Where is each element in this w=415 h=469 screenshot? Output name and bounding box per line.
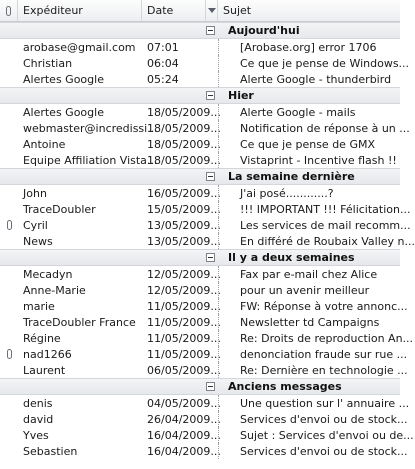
message-row[interactable] (0, 120, 410, 136)
thread-guide-line (218, 39, 234, 55)
message-date: 18/05/2009... (147, 121, 221, 135)
message-sender: Equipe Affiliation Vista... (23, 153, 158, 167)
message-subject: J'ai posé............? (240, 186, 334, 200)
thread-guide-line (218, 55, 234, 71)
message-group-header[interactable] (0, 22, 400, 39)
thread-guide-line (218, 282, 234, 298)
message-subject: Sujet : Services d'envoi ou de... (240, 428, 414, 442)
message-date: 12/05/2009... (147, 283, 221, 297)
message-row[interactable] (0, 266, 400, 282)
message-date: 05:24 (147, 72, 179, 86)
thread-guide-line (218, 411, 234, 427)
group-label: Hier (228, 89, 254, 102)
message-date: 11/05/2009... (147, 331, 221, 345)
message-subject: Ce que je pense de Windows... (240, 56, 410, 70)
thread-guide-line (218, 330, 234, 346)
message-subject: Fax par e-mail chez Alice (240, 267, 378, 281)
message-sender: Christian (23, 56, 73, 70)
message-subject: [Arobase.org] error 1706 (240, 40, 377, 54)
subject-column-header[interactable] (218, 0, 400, 21)
message-sender: Sebastien (23, 444, 78, 458)
message-group-header[interactable] (0, 249, 400, 266)
message-date: 16/04/2009... (147, 428, 221, 442)
collapse-group-icon[interactable] (206, 26, 215, 35)
message-date: 06:04 (147, 56, 179, 70)
message-subject: Newsletter td Campaigns (240, 315, 380, 329)
message-date: 06/05/2009... (147, 363, 221, 377)
message-date: 07:01 (147, 40, 179, 54)
message-date: 11/05/2009... (147, 299, 221, 313)
column-header-bar (0, 0, 400, 22)
message-date: 11/05/2009... (147, 315, 221, 329)
message-sender: webmaster@incredissi... (23, 121, 158, 135)
thread-guide-line (218, 233, 234, 249)
thread-guide-line (218, 71, 234, 87)
message-row[interactable] (0, 443, 408, 459)
message-date: 13/05/2009... (147, 218, 221, 232)
thread-guide-line (218, 346, 234, 362)
message-row[interactable] (0, 71, 400, 87)
thread-guide-line (218, 362, 234, 378)
message-date: 04/05/2009... (147, 396, 221, 410)
message-date: 12/05/2009... (147, 267, 221, 281)
message-date: 11/05/2009... (147, 347, 221, 361)
collapse-group-icon[interactable] (206, 172, 215, 181)
date-column-header[interactable] (142, 0, 206, 21)
attachment-column-header[interactable] (0, 0, 18, 21)
message-sender: Mecadyn (23, 267, 73, 281)
message-row[interactable] (0, 330, 414, 346)
message-sender: nad1266 (23, 347, 72, 361)
message-group-header[interactable] (0, 87, 400, 104)
message-row[interactable] (0, 185, 400, 201)
message-subject: Re: Dernière en technologie ... (240, 363, 408, 377)
message-date: 16/05/2009... (147, 186, 221, 200)
thread-guide-line (218, 298, 234, 314)
thread-guide-line (218, 104, 234, 120)
message-date: 15/05/2009... (147, 202, 221, 216)
message-sender: Anne-Marie (23, 283, 86, 297)
message-subject: Re: Droits de reproduction An... (240, 331, 414, 345)
message-sender: arobase@gmail.com (23, 40, 136, 54)
message-sender: News (23, 234, 53, 248)
message-group-header[interactable] (0, 378, 400, 395)
message-sender: Cyril (23, 218, 48, 232)
message-subject: Vistaprint - Incentive flash !! (240, 153, 397, 167)
message-subject: Services d'envoi ou de stock... (240, 412, 408, 426)
group-label: Il y a deux semaines (228, 251, 355, 264)
message-subject: En différé de Roubaix Valley n... (240, 234, 415, 248)
group-label: La semaine dernière (228, 170, 355, 183)
message-subject: denonciation fraude sur rue ... (240, 347, 408, 361)
message-row[interactable] (0, 136, 400, 152)
collapse-group-icon[interactable] (206, 91, 215, 100)
message-subject: Ce que je pense de GMX (240, 137, 375, 151)
thread-guide-line (218, 314, 234, 330)
paperclip-icon (7, 220, 12, 230)
message-row[interactable] (0, 362, 408, 378)
thread-guide-line (218, 120, 234, 136)
message-list (0, 22, 415, 459)
thread-guide-line (218, 443, 234, 459)
message-date: 18/05/2009... (147, 137, 221, 151)
message-sender: Alertes Google (23, 105, 104, 119)
message-sender: marie (23, 299, 55, 313)
message-sender: Laurent (23, 363, 66, 377)
message-row[interactable] (0, 39, 400, 55)
group-label: Aujourd'hui (228, 24, 300, 37)
sort-indicator[interactable] (206, 0, 218, 21)
message-subject: Les services de mail recomm... (240, 218, 411, 232)
message-row[interactable] (0, 282, 400, 298)
attachment-cell (0, 220, 18, 230)
message-date: 18/05/2009... (147, 105, 221, 119)
message-subject: Notification de réponse à un ... (240, 121, 410, 135)
message-date: 26/04/2009... (147, 412, 221, 426)
subject-column-label: Sujet (223, 4, 252, 17)
paperclip-icon (7, 349, 12, 359)
message-row[interactable] (0, 217, 411, 233)
message-subject: pour un avenir meilleur (240, 283, 370, 297)
message-subject: !!! IMPORTANT !!! Félicitation... (240, 202, 411, 216)
collapse-group-icon[interactable] (206, 253, 215, 262)
thread-guide-line (218, 136, 234, 152)
message-sender: Alertes Google (23, 72, 104, 86)
thread-guide-line (218, 427, 234, 443)
message-subject: FW: Réponse à votre annonc... (240, 299, 408, 313)
thread-guide-line (218, 217, 234, 233)
message-row[interactable] (0, 55, 410, 71)
message-row[interactable] (0, 314, 400, 330)
sender-column-label: Expéditeur (23, 4, 83, 17)
message-subject: Alerte Google - thunderbird (240, 72, 392, 86)
thread-guide-line (218, 201, 234, 217)
message-row[interactable] (0, 395, 410, 411)
thread-guide-line (218, 266, 234, 282)
message-sender: denis (23, 396, 53, 410)
message-sender: TraceDoubler France (23, 315, 136, 329)
message-row[interactable] (0, 346, 408, 362)
message-sender: Yves (23, 428, 49, 442)
message-sender: Régine (23, 331, 61, 345)
thread-guide-line (218, 152, 234, 168)
message-row[interactable] (0, 233, 415, 249)
sender-column-header[interactable] (18, 0, 142, 21)
message-row[interactable] (0, 201, 411, 217)
message-date: 16/04/2009... (147, 444, 221, 458)
message-sender: TraceDoubler (23, 202, 96, 216)
group-label: Anciens messages (228, 380, 342, 393)
message-sender: Antoine (23, 137, 66, 151)
message-subject: Services d'envoi ou de stock... (240, 444, 408, 458)
message-row[interactable] (0, 298, 408, 314)
date-column-label: Date (147, 4, 174, 17)
message-group-header[interactable] (0, 168, 400, 185)
thread-guide-line (218, 185, 234, 201)
message-row[interactable] (0, 427, 414, 443)
message-date: 13/05/2009... (147, 234, 221, 248)
thread-guide-line (218, 395, 234, 411)
message-date: 18/05/2009... (147, 153, 221, 167)
sort-descending-icon (208, 8, 216, 13)
collapse-group-icon[interactable] (206, 382, 215, 391)
message-row[interactable] (0, 104, 400, 120)
message-sender: david (23, 412, 54, 426)
message-sender: John (23, 186, 47, 200)
message-subject: Alerte Google - mails (240, 105, 356, 119)
attachment-cell (0, 349, 18, 359)
paperclip-icon (6, 6, 11, 16)
message-row[interactable] (0, 152, 400, 168)
message-subject: Une question sur l' annuaire ... (240, 396, 410, 410)
message-row[interactable] (0, 411, 408, 427)
